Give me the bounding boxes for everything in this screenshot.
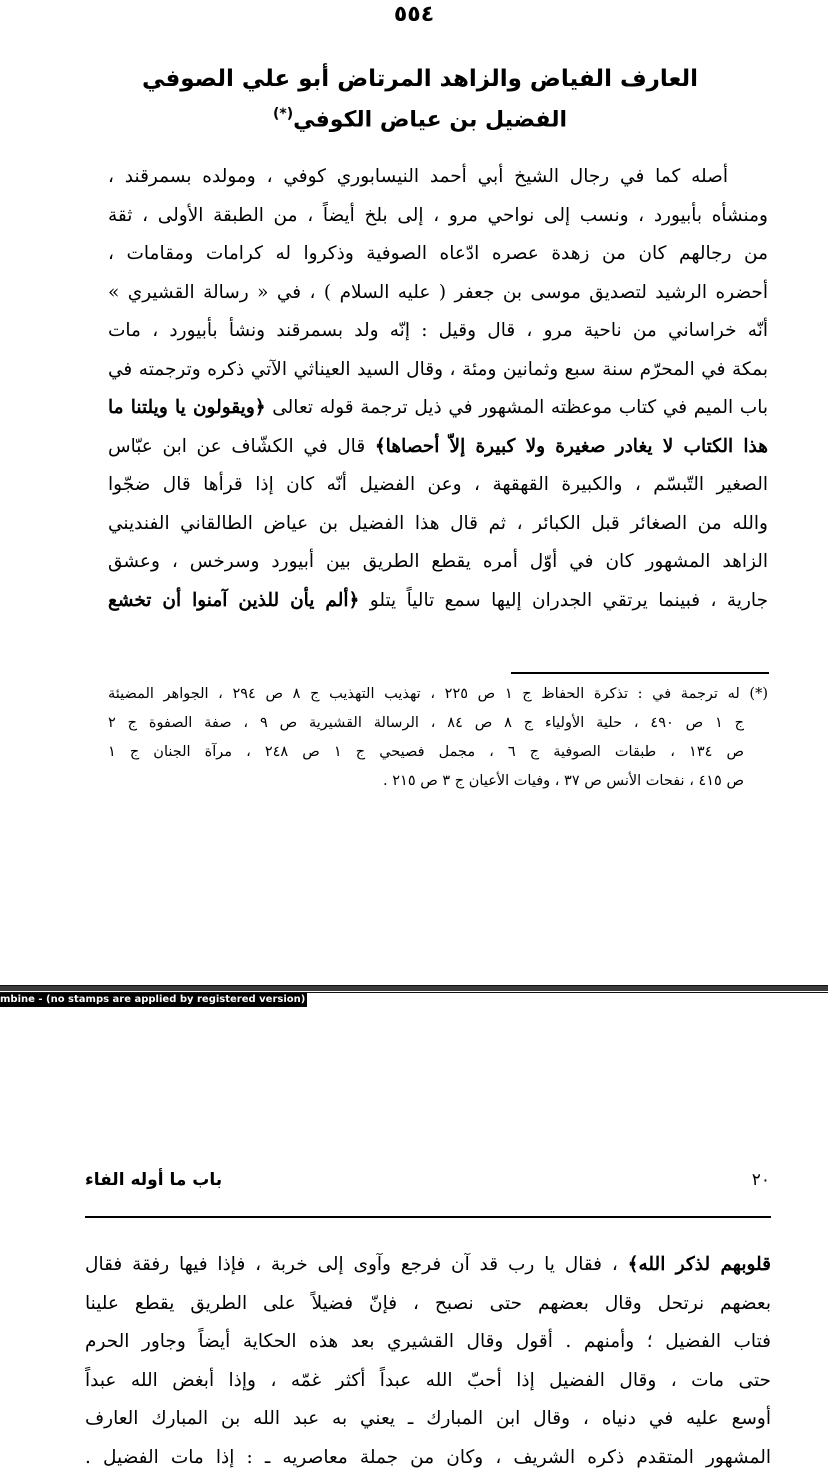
quran-quote: ﴿ويقولون يا ويلتنا ما bbox=[108, 397, 266, 418]
text-line: أصله كما في رجال الشيخ أبي أحمد النيسابوري كوفي ، ومولده بسمرقند ، bbox=[108, 166, 728, 187]
text-line: بعضهم نرتحل وقال بعضهم حتى نصبح ، فإنّ فضيلاً على الطريق يقطع علينا bbox=[85, 1292, 771, 1314]
page-number: ٢٠ bbox=[751, 1170, 770, 1190]
quran-quote: ﴿ألم يأن للذين آمنوا أن تخشع bbox=[108, 589, 360, 611]
text-line: الزاهد المشهور كان في أوّل أمره يقطع الطريق بين أبيورد وسرخس ، وعشق bbox=[108, 551, 768, 572]
footnote-line: ص ٤١٥ ، نفحات الأنس ص ٣٧ ، وفيات الأعيان ج ٣ ص ٢١٥ . bbox=[383, 773, 744, 789]
biography-title: العارف الفياض والزاهد المرتاض أبو علي الصوفي bbox=[141, 66, 699, 92]
page-number: ٥٥٤ bbox=[393, 2, 435, 27]
text-line-with-quran-quote bbox=[108, 428, 768, 467]
page-divider-bar bbox=[0, 985, 828, 991]
chapter-title: باب ما أوله الفاء bbox=[85, 1170, 223, 1190]
text-line-with-quran-quote bbox=[108, 582, 768, 621]
footnote-line: (*) له ترجمة في : تذكرة الحفاظ ج ١ ص ٢٢٥ ، تهذيب التهذيب ج ٨ ص ٢٩٤ ، الجواهر المضيئة bbox=[108, 686, 768, 702]
text-line: والله من الصغائر قبل الكبائر ، ثم قال هذا الفضيل بن عياض الطالقاني الفنديني bbox=[108, 512, 768, 534]
pdf-combine-watermark: mbine - (no stamps are applied by registered version) bbox=[0, 994, 306, 1005]
footnote-separator bbox=[511, 672, 769, 674]
text-line: بمكة في المحرّم سنة سبع وثمانين ومئة ، وقال السيد العيناثي الآتي ذكره وترجمته في bbox=[108, 358, 768, 380]
quran-quote: قلوبهم لذكر الله﴾ bbox=[627, 1254, 771, 1275]
text-line: من رجالهم كان من زهدة عصره ادّعاه الصوفية وذكروا له كرامات ومقامات ، bbox=[108, 243, 768, 264]
main-text-block bbox=[108, 158, 768, 620]
text-line: أوسع عليه في دنياه ، وقال ابن المبارك ـ يعني به عبد الله بن المبارك العارف bbox=[85, 1408, 771, 1429]
text-run: جارية ، فبينما يرتقي الجدران إليها سمع تالياً يتلو bbox=[359, 589, 768, 611]
text-run: ، فقال يا رب قد آن فرجع وآوى إلى خربة ، فإذا فيها رفقة فقال bbox=[85, 1254, 628, 1275]
quran-quote: هذا الكتاب لا يغادر صغيرة ولا كبيرة إلاّ أحصاها﴾ bbox=[374, 435, 768, 457]
subject-name: الفضيل بن عياض الكوفي bbox=[293, 107, 567, 133]
main-text-block bbox=[85, 1246, 771, 1477]
biography-subject-name bbox=[120, 106, 720, 132]
footnote-line: ج ١ ص ٤٩٠ ، حلية الأولياء ج ٨ ص ٨٤ ، الرسالة القشيرية ص ٩ ، صفة الصفوة ج ٢ bbox=[108, 715, 745, 731]
text-line: ومنشأه بأبيورد ، ونسب إلى نواحي مرو ، إلى بلخ أيضاً ، من الطبقة الأولى ، ثقة bbox=[108, 204, 768, 226]
running-header bbox=[85, 1170, 770, 1200]
text-line: الصغير التّبسّم ، والكبيرة القهقهة ، وعن الفضيل أنّه كان إذا قرأها قال ضجّوا bbox=[108, 474, 768, 495]
header-rule bbox=[85, 1216, 771, 1218]
footnote-line: ص ١٣٤ ، طبقات الصوفية ج ٦ ، مجمل فصيحي ج ١ ص ٢٤٨ ، مرآة الجنان ج ١ bbox=[108, 744, 745, 760]
text-line: فتاب الفضيل ؛ وأمنهم . أقول وقال القشيري بعد هذه الحكاية أيضاً وجاور الحرم bbox=[85, 1331, 771, 1352]
text-line-with-quran-quote bbox=[85, 1246, 771, 1285]
text-line: أحضره الرشيد لتصديق موسى بن جعفر ( عليه السلام ) ، في « رسالة القشيري » bbox=[108, 281, 768, 303]
text-line-with-quran-quote bbox=[108, 389, 768, 428]
text-run: قال في الكشّاف عن ابن عبّاس bbox=[108, 435, 375, 457]
footnotes-block bbox=[108, 680, 768, 796]
text-line: أنّه خراساني من ناحية مرو ، قال وقيل : إنّه ولد بسمرقند ونشأ بأبيورد ، مات bbox=[108, 320, 768, 341]
footnote-marker: (*) bbox=[272, 106, 294, 122]
text-line: المشهور المتقدم ذكره الشريف ، وكان من جملة معاصريه ـ : إذا مات الفضيل . bbox=[85, 1446, 771, 1468]
text-run: باب الميم في كتاب موعظته المشهور في ذيل ترجمة قوله تعالى bbox=[265, 397, 768, 418]
text-line: حتى مات ، وقال الفضيل إذا أحبّ الله عبداً أكثر غمّه ، وإذا أبغض الله عبداً bbox=[85, 1369, 771, 1391]
